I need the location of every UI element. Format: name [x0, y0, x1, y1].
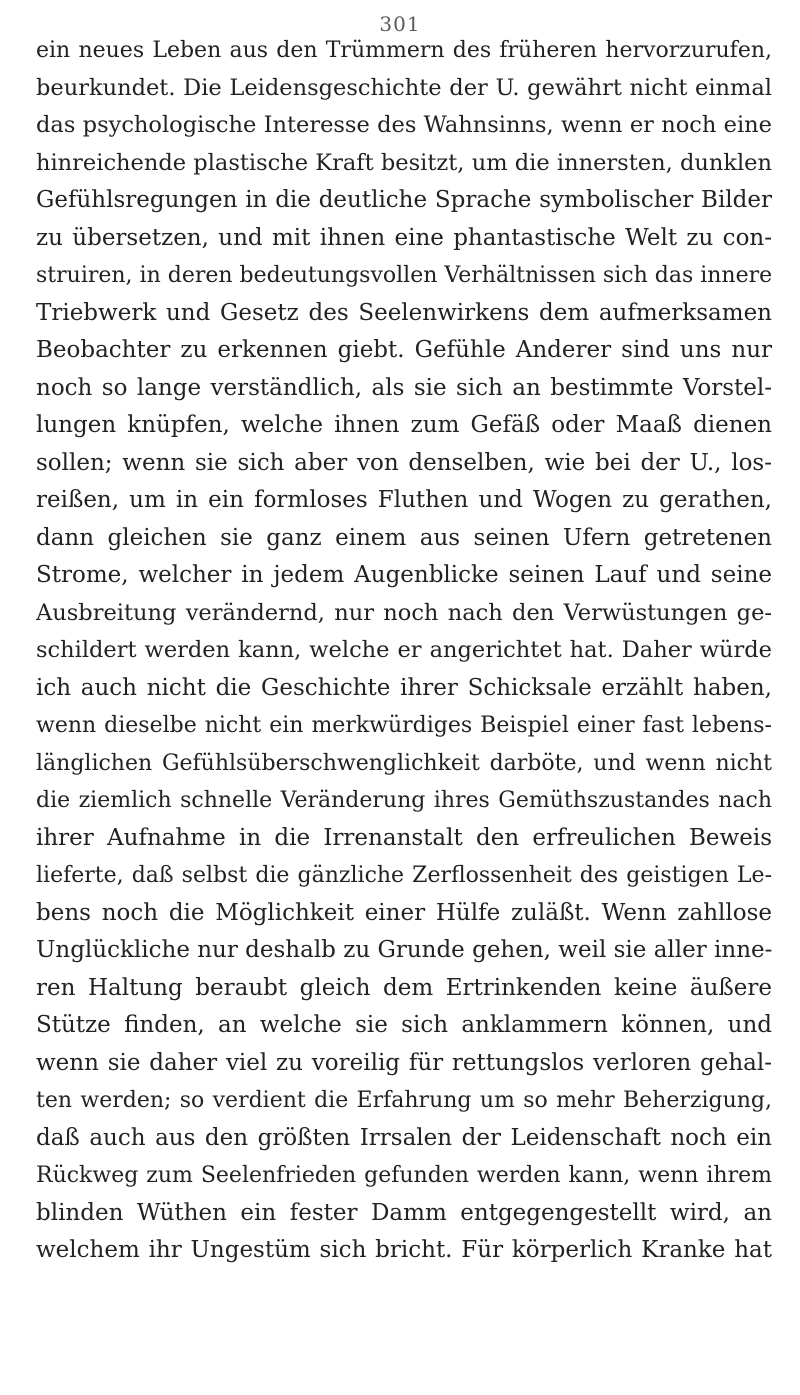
text-line: blinden Wüthen ein fester Damm entgegengestellt wird, an [36, 1199, 772, 1226]
text-line: wenn dieselbe nicht ein merkwürdiges Beispiel einer fast lebens- [36, 713, 772, 738]
body-text [36, 32, 772, 1270]
text-line: sollen; wenn sie sich aber von denselben, wie bei der U., los- [36, 449, 772, 476]
text-line: noch so lange verständlich, als sie sich an bestimmte Vorstel- [36, 374, 772, 401]
text-line: ein neues Leben aus den Trümmern des früheren hervorzurufen, [36, 38, 772, 63]
text-line: daß auch aus den größten Irrsalen der Leidenschaft noch ein [36, 1124, 772, 1151]
text-line: struiren, in deren bedeutungsvollen Verhältnissen sich das innere [36, 263, 772, 288]
text-line: Ausbreitung verändernd, nur noch nach den Verwüstungen ge- [36, 599, 772, 626]
text-line: ihrer Aufnahme in die Irrenanstalt den erfreulichen Beweis [36, 824, 772, 851]
text-line: lungen knüpfen, welche ihnen zum Gefäß oder Maaß dienen [36, 412, 772, 438]
text-line: Strome, welcher in jedem Augenblicke seinen Lauf und seine [36, 562, 772, 588]
text-line: wenn sie daher viel zu voreilig für rettungslos verloren gehal- [36, 1049, 772, 1076]
text-line: Gefühlsregungen in die deutliche Sprache symbolischer Bilder [36, 187, 772, 213]
text-line: das psychologische Interesse des Wahnsinns, wenn er noch eine [36, 112, 772, 138]
text-line: hinreichende plastische Kraft besitzt, um die innersten, dunklen [36, 149, 772, 176]
text-line: Triebwerk und Gesetz des Seelenwirkens dem aufmerksamen [36, 299, 772, 326]
text-line: länglichen Gefühlsüberschwenglichkeit darböte, und wenn nicht [36, 750, 772, 776]
text-line: ich auch nicht die Geschichte ihrer Schicksale erzählt haben, [36, 674, 772, 701]
text-line: Unglückliche nur deshalb zu Grunde gehen, weil sie aller inne- [36, 937, 772, 963]
text-line: lieferte, daß selbst die gänzliche Zerflossenheit des geistigen Le- [36, 863, 772, 888]
text-line: beurkundet. Die Leidensgeschichte der U. gewährt nicht einmal [36, 74, 772, 101]
text-line: Stütze finden, an welche sie sich anklammern können, und [36, 1012, 772, 1038]
text-line: zu übersetzen, und mit ihnen eine phantastische Welt zu con- [36, 224, 772, 251]
text-line: Beobachter zu erkennen giebt. Gefühle Anderer sind uns nur [36, 337, 772, 363]
page-number: 301 [379, 12, 421, 36]
text-line: dann gleichen sie ganz einem aus seinen Ufern getretenen [36, 524, 772, 551]
text-line: welchem ihr Ungestüm sich bricht. Für körperlich Kranke hat [36, 1237, 772, 1263]
text-line: schildert werden kann, welche er angerichtet hat. Daher würde [36, 637, 772, 663]
text-line: ren Haltung beraubt gleich dem Ertrinkenden keine äußere [36, 974, 772, 1001]
text-line: bens noch die Möglichkeit einer Hülfe zuläßt. Wenn zahllose [36, 899, 772, 926]
text-line: Rückweg zum Seelenfrieden gefunden werden kann, wenn ihrem [36, 1163, 772, 1188]
text-line: reißen, um in ein formloses Fluthen und Wogen zu gerathen, [36, 487, 772, 513]
text-line: ten werden; so verdient die Erfahrung um so mehr Beherzigung, [36, 1088, 772, 1113]
text-line: die ziemlich schnelle Veränderung ihres Gemüthszustandes nach [36, 788, 772, 813]
